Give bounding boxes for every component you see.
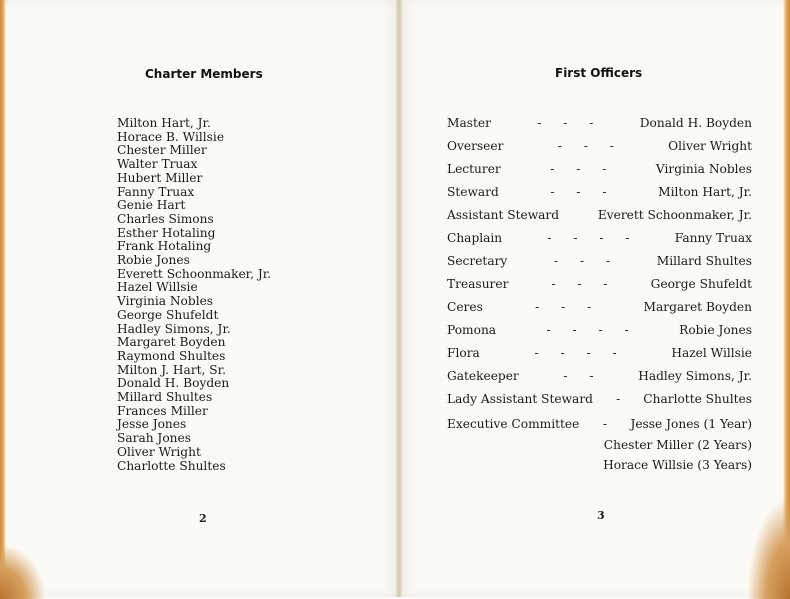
officer-title: Steward	[447, 185, 499, 199]
officer-row	[447, 346, 752, 369]
member-name: Esther Hotaling	[117, 225, 216, 240]
officer-row	[447, 369, 752, 392]
officer-name: Millard Shultes	[656, 254, 752, 268]
member-name: Charles Simons	[117, 211, 214, 226]
charter-members-heading: Charter Members	[145, 67, 263, 81]
leader-dashes: - - -	[557, 139, 614, 153]
officer-name: Robie Jones	[679, 323, 752, 337]
officer-row	[447, 231, 752, 254]
officer-title: Master	[447, 116, 491, 130]
member-name: Hubert Miller	[117, 170, 203, 185]
officer-title: Lady Assistant Steward	[447, 392, 593, 406]
officer-title: Ceres	[447, 300, 483, 314]
officer-name: Donald H. Boyden	[639, 116, 752, 130]
officer-title: Secretary	[447, 254, 508, 268]
member-name: Hazel Willsie	[117, 280, 198, 295]
officer-name: George Shufeldt	[650, 277, 752, 291]
member-name: George Shufeldt	[117, 307, 219, 322]
committee-member: Jesse Jones (1 Year)	[630, 417, 752, 431]
member-name: Milton Hart, Jr.	[117, 116, 211, 130]
officer-name: Margaret Boyden	[643, 300, 752, 314]
officer-row	[447, 323, 752, 346]
leader-dashes: - - -	[550, 162, 607, 176]
member-name: Oliver Wright	[117, 444, 201, 459]
member-name: Robie Jones	[117, 253, 190, 268]
leader-dashes: - - - -	[546, 323, 629, 337]
officer-title: Treasurer	[447, 277, 509, 291]
member-name: Chester Miller	[117, 143, 207, 158]
member-name: Fanny Truax	[117, 184, 195, 199]
officer-title: Lecturer	[447, 162, 501, 176]
officer-name: Everett Schoonmaker, Jr.	[597, 208, 752, 222]
member-name: Margaret Boyden	[117, 335, 226, 350]
leader-dashes: -	[602, 417, 607, 431]
committee-member: Horace Willsie (3 Years)	[603, 458, 752, 472]
officer-row	[447, 300, 752, 323]
member-name: Hadley Simons, Jr.	[117, 321, 231, 336]
executive-committee-row	[447, 414, 752, 435]
officer-name: Hadley Simons, Jr.	[638, 369, 752, 383]
officer-title: Overseer	[447, 139, 504, 153]
member-name: Donald H. Boyden	[117, 376, 230, 391]
member-name: Everett Schoonmaker, Jr.	[117, 266, 272, 281]
leader-dashes: - - -	[550, 185, 607, 199]
officer-name: Fanny Truax	[674, 231, 752, 245]
officer-name: Charlotte Shultes	[643, 392, 752, 406]
aged-edge-left	[0, 0, 6, 597]
member-name: Raymond Shultes	[117, 348, 226, 363]
officer-row	[447, 208, 752, 231]
officer-title: Gatekeeper	[447, 369, 519, 383]
officer-title: Chaplain	[447, 231, 503, 245]
member-name: Milton J. Hart, Sr.	[117, 362, 226, 377]
member-name: Virginia Nobles	[117, 294, 214, 309]
leader-dashes: - - - -	[547, 231, 630, 245]
leader-dashes: -	[616, 392, 621, 406]
leader-dashes: - - -	[553, 254, 611, 268]
officer-name: Milton Hart, Jr.	[658, 185, 752, 199]
book-gutter	[396, 0, 402, 597]
officer-name: Hazel Willsie	[671, 346, 752, 360]
executive-committee	[447, 414, 752, 476]
officer-name: Oliver Wright	[668, 139, 752, 153]
member-name: Horace B. Willsie	[117, 129, 225, 144]
executive-committee-title: Executive Committee	[447, 417, 580, 431]
member-name: Charlotte Shultes	[117, 458, 226, 473]
first-officers-heading: First Officers	[555, 66, 643, 80]
officer-row	[447, 116, 752, 139]
member-name: Frances Miller	[117, 403, 208, 418]
first-officers-list	[447, 116, 752, 415]
officer-row	[447, 254, 752, 277]
leader-dashes: - - -	[551, 277, 608, 291]
member-name: Walter Truax	[117, 157, 198, 172]
member-name: Frank Hotaling	[117, 239, 212, 254]
officer-row	[447, 277, 752, 300]
worn-corner-right	[748, 500, 790, 599]
officer-row	[447, 139, 752, 162]
page-number-right: 3	[597, 509, 605, 522]
officer-title: Flora	[447, 346, 480, 360]
member-name: Sarah Jones	[117, 431, 191, 446]
officer-title: Pomona	[447, 323, 497, 337]
worn-corner-left	[0, 545, 45, 599]
page-number-left: 2	[199, 512, 207, 525]
officer-title: Assistant Steward	[447, 208, 560, 222]
member-name: Millard Shultes	[117, 390, 213, 405]
charter-members-list	[117, 117, 271, 473]
leader-dashes: - - -	[535, 300, 592, 314]
leader-dashes: - - - -	[534, 346, 617, 360]
officer-row	[447, 392, 752, 415]
officer-name: Virginia Nobles	[655, 162, 752, 176]
committee-member: Chester Miller (2 Years)	[603, 437, 752, 452]
leader-dashes: - -	[563, 369, 594, 383]
member-name: Jesse Jones	[117, 417, 187, 432]
officer-row	[447, 162, 752, 185]
officer-row	[447, 185, 752, 208]
leader-dashes: - - -	[537, 116, 594, 130]
member-name: Genie Hart	[117, 198, 186, 213]
